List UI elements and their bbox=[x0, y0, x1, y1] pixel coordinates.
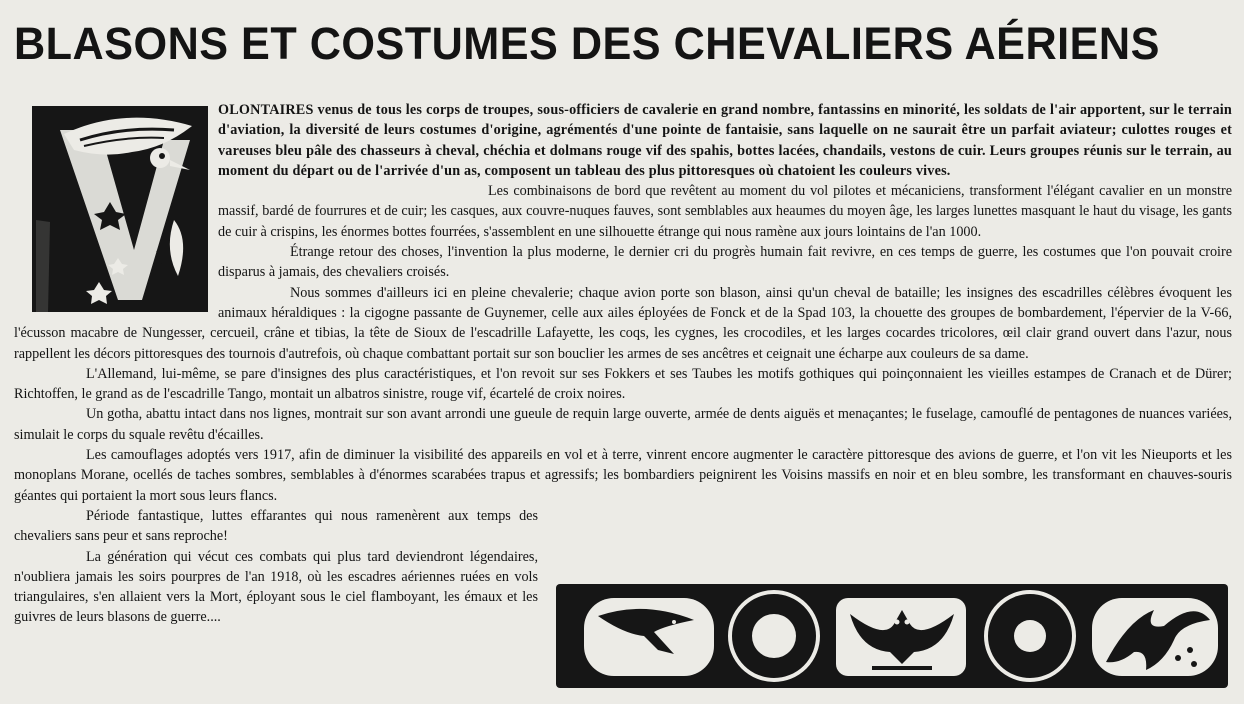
dropcap-illustration bbox=[14, 100, 216, 316]
cockade-emblem-icon bbox=[986, 592, 1074, 680]
paragraph-3: Étrange retour des choses, l'invention la plus moderne, le dernier cri du progrès humain fait revivre, en ces temps de guerre, les costumes que l'on pouvait croire disparus à jamais, des chevaliers croisés. bbox=[218, 244, 1232, 281]
stork-emblem-icon bbox=[584, 598, 714, 676]
paragraph-7: Les camouflages adoptés vers 1917, afin de diminuer la visibilité des appareils en vol et à terre, vinrent encore augmenter le caractère pittoresque des avions de guerre, et l'on vit les Nieuports et les monoplans Morane, ocellés de taches sombres, semblables à d'énormes scarabées trapus et agressifs; les bombardiers peignirent les Voisins massifs en noir et en bleu sombre, les transformant en chauves-souris géantes qui portaient la mort sous leurs flancs. bbox=[14, 447, 1232, 504]
paragraph-2: Les combinaisons de bord que revêtent au moment du vol pilotes et mécaniciens, transforment l'élégant cavalier en un monstre massif, bardé de fourrures et de cuir; les casques, aux couvre-nuques fauves, sont semblables aux heaumes du moyen âge, les larges lunettes masquant le haut du visage, les gants de cuir à crispins, les énormes bottes fourrées, s'assemblent en une silhouette étrange qui nous ramène aux jours lointains de l'an 1000. bbox=[218, 183, 1232, 240]
paragraph-6: Un gotha, abattu intact dans nos lignes, montrait sur son avant arrondi une gueule de requin large ouverte, armée de dents aiguës et menaçantes; le fuselage, camouflé de pentagones de nuances variées, simulait le corps du squale revêtu d'écailles. bbox=[14, 406, 1232, 443]
paragraph-4: Nous sommes d'ailleurs ici en pleine chevalerie; chaque avion porte son blason, ainsi qu'un cheval de bataille; les insignes des escadrilles célèbres évoquent les animaux héraldiques : la cigogne passante de Guynemer, celle aux ailes éployées de Fonck et de la Spad 103, la chouette des groupes de bombardement, l'épervier de la V-66, l'écusson macabre de Nungesser, cercueil, crâne et tibias, la tête de Sioux de l'escadrille Lafayette, les coqs, les cygnes, les crocodiles, et les larges cocardes tricolores, œil clair grand ouvert dans l'azur, nous rappellent les décors pittoresques des tournois d'autrefois, où chaque combattant portait sur son bouclier les armes de ses ancêtres et ceignait une écharpe aux couleurs de sa dame. bbox=[14, 284, 1232, 362]
page-title: BLASONS ET COSTUMES DES CHEVALIERS AÉRIENS bbox=[14, 18, 1160, 69]
heraldic-frieze-illustration bbox=[554, 580, 1230, 692]
paragraph-9: La génération qui vécut ces combats qui plus tard deviendront légendaires, n'oubliera jamais les soirs pourpres de l'an 1918, où les escadres aériennes ruées en vols triangulaires, s'en allaient vers la Mort, éployant sous le ciel flamboyant, les émaux et les guivres de leurs blasons de guerre.... bbox=[14, 548, 538, 626]
paragraph-5: L'Allemand, lui-même, se pare d'insignes des plus caractéristiques, et l'on revoit sur ses Fokkers et ses Taubes les motifs gothiques qui poinçonnaient les vieilles estampes de Cranach et de Dürer; Richtoffen, le grand as de l'escadrille Tango, montait un albatros sinistre, rouge vif, écartelé de croix noires. bbox=[14, 365, 1232, 403]
paragraph-8: Période fantastique, luttes effarantes qui nous ramenèrent aux temps des chevaliers sans peur et sans reproche! bbox=[14, 507, 538, 545]
cockade-emblem-icon bbox=[730, 592, 818, 680]
owl-emblem-icon bbox=[836, 598, 966, 676]
article-body bbox=[14, 100, 1232, 628]
paragraph-1: OLONTAIRES venus de tous les corps de troupes, sous-officiers de cavalerie en grand nombre, fantassins en minorité, les soldats de l'air apportent, sur le terrain d'aviation, la diversité de leurs costumes d'origine, agrémentés d'une pointe de fantaisie, sans laquelle on ne saurait être un parfait aviateur; culottes rouges et vareuses bleu pâle des chasseurs à cheval, chéchia et dolmans rouge vif des spahis, bottes lacées, chandails, vestons de cuir. Leurs groupes réunis sur le terrain, au moment du départ ou de l'arrivée d'un as, composent un tableau des plus pittoresques où chatoient les couleurs vives. bbox=[218, 102, 1232, 179]
dropcap-v-bird-icon bbox=[14, 100, 210, 314]
eagle-emblem-icon bbox=[1092, 598, 1218, 676]
